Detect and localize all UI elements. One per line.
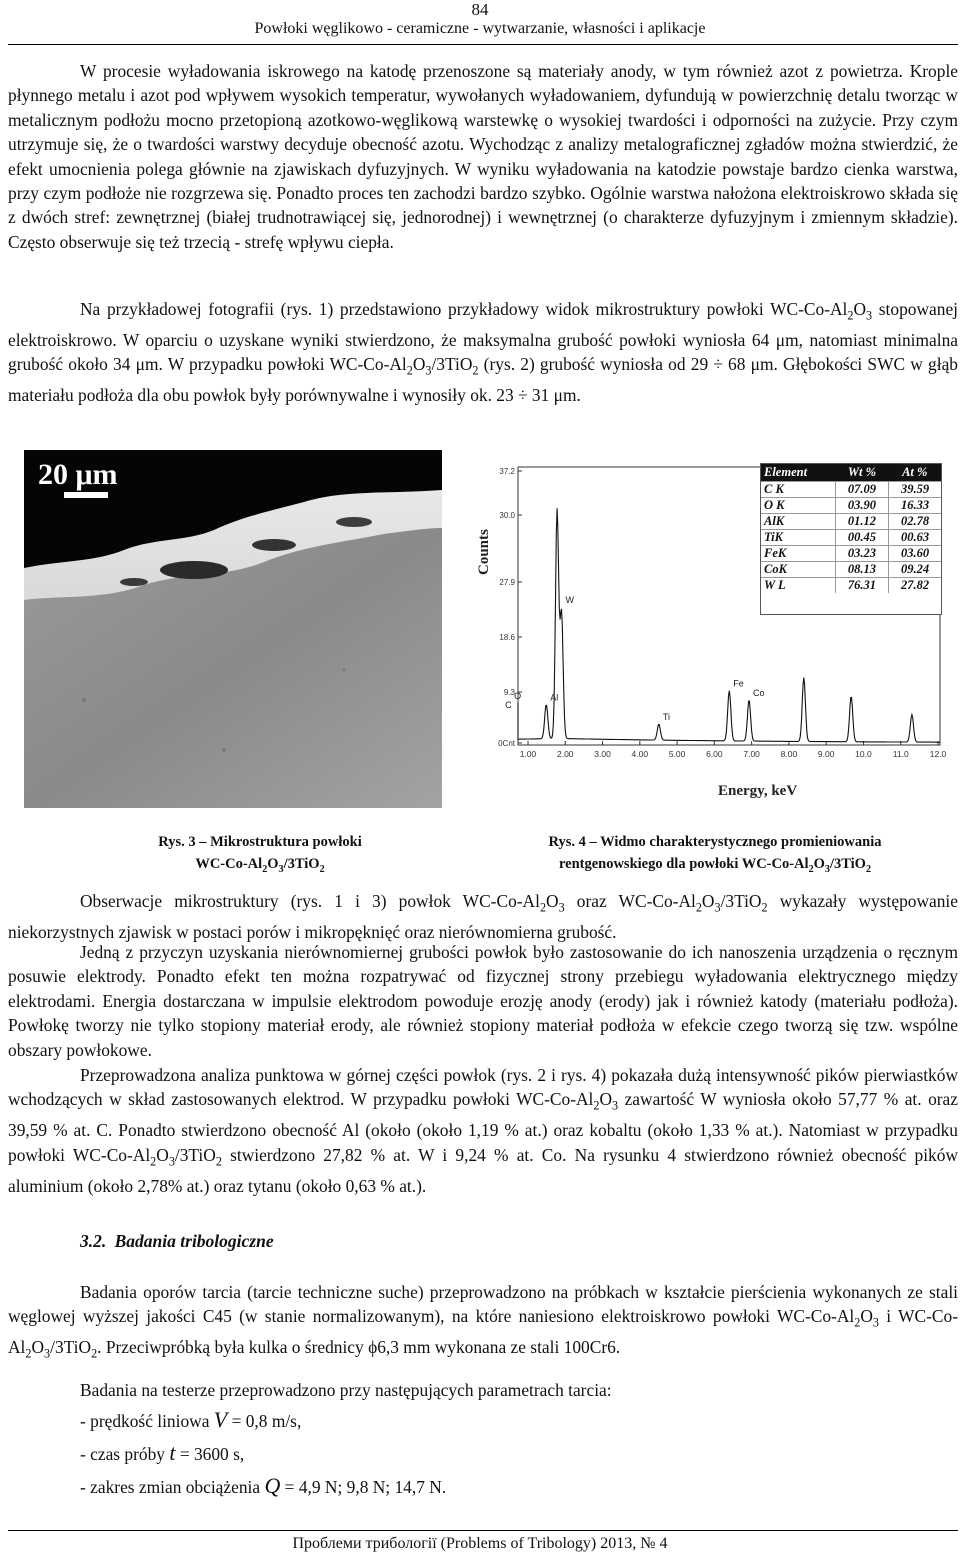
text-span: stwierdzono 27,82 % at. W i 9,24 % at. Co. Na rysunku 4 stwierdzono również obecność pików aluminium (około 2,78% at.) oraz tytanu (około 0,63 % at.). — [8, 1144, 958, 1196]
table-cell: W L — [761, 578, 835, 594]
parameter-item — [80, 1404, 446, 1437]
subscript: 3 — [866, 308, 873, 323]
section-title: Badania tribologiczne — [114, 1231, 274, 1251]
subscript: 2 — [319, 863, 325, 875]
subscript: 2 — [262, 863, 268, 875]
text-span: = 3600 s, — [175, 1444, 245, 1464]
table-row — [761, 562, 941, 578]
figure4-caption — [480, 831, 950, 881]
text-span: . Przeciwpróbką była kulka o średnicy ϕ6,3 mm wykonana ze stali 100Cr6. — [97, 1337, 621, 1358]
subscript: 2 — [406, 363, 413, 378]
text-span: - czas próby — [80, 1444, 170, 1464]
subscript: 3 — [278, 863, 284, 875]
paragraph-analysis — [8, 1063, 958, 1198]
text-span: O — [267, 856, 279, 872]
text-span: /3TiO — [174, 1144, 216, 1165]
table-cell: 03.60 — [889, 546, 941, 562]
text-span: zawartość W wyniosła około 57,77 % at. oraz 39,59 % at. C. Ponadto stwierdzono obecność Al (około (około 1,19 % at.) oraz kobaltu (około 1,33 % at.). Natomiast w przypadku powłoki WC-Co-Al — [8, 1089, 958, 1165]
table-cell: 01.12 — [835, 514, 888, 530]
footer: Проблеми трибології (Problems of Tribology) 2013, № 4 — [292, 1535, 668, 1552]
subscript: 2 — [695, 900, 702, 915]
table-cell: 76.31 — [835, 578, 888, 594]
text-span: - prędkość liniowa — [80, 1411, 214, 1431]
running-title: Powłoki węglikowo - ceramiczne - wytwarzanie, własności i aplikacje — [254, 20, 706, 37]
subscript: 3 — [168, 1154, 175, 1169]
paragraph-cause-text: Jedną z przyczyn uzyskania nierównomiernej grubości powłok było zastosowanie do ich nanoszenia urządzenia o ręcznym posuwie elektrody. Ponadto efekt ten można rozpatrywać od fizycznej strony przebiegu wyładowania elektrycznego między elektrodami. Energia dostarczana w impulsie elektrodom powoduje erozję anody (erody) jak i również katody (materiału podłoża). Powłokę tworzy nie tylko stopiony materiał erody, ale również stopiony materiał podłoża w efekcie czego tworzą się tzw. wspólne obszary powłokowe. — [8, 942, 958, 1060]
peak-label: O — [514, 690, 522, 701]
table-row — [761, 514, 941, 530]
table-cell: 16.33 — [889, 498, 941, 514]
subscript: 2 — [865, 863, 872, 875]
text-span: (rys. 2) grubość wyniosła od 29 ÷ 68 μm. Głębokości SWC w głąb materiału podłoża dla obu powłok były porównywalne i wynosiły ok. 23 ÷ 31 μm. — [8, 354, 958, 406]
peak-label: Co — [753, 688, 765, 699]
table-cell: 07.09 — [835, 482, 888, 498]
parameter-item — [80, 1437, 446, 1470]
text-span: WC-Co-Al — [195, 856, 263, 872]
x-axis-label: Energy, keV — [718, 783, 798, 799]
text-span: O — [546, 891, 559, 911]
scale-bar — [64, 492, 108, 498]
y-tick-label: 27.9 — [499, 578, 515, 587]
subscript: 3 — [824, 863, 830, 875]
table-header: At % — [902, 465, 928, 479]
table-cell: 27.82 — [889, 578, 941, 594]
x-tick-label: 7.00 — [743, 749, 760, 759]
subscript: 2 — [472, 363, 479, 378]
x-tick-label: 11.0 — [892, 749, 909, 759]
subscript: 2 — [808, 863, 814, 875]
x-tick-label: 6.00 — [706, 749, 723, 759]
scale-bar-label: 20 μm — [38, 458, 118, 491]
paragraph-cause — [8, 940, 958, 1062]
header-rule — [8, 44, 958, 45]
subscript: 3 — [872, 1315, 879, 1330]
table-cell: 03.23 — [835, 546, 888, 562]
parameter-item — [80, 1470, 446, 1503]
figure3-caption — [60, 831, 460, 881]
microstructure-image — [24, 450, 442, 808]
text-span: Przeprowadzona analiza punktowa w górnej części powłok (rys. 2 i rys. 4) pokazała dużą intensywność pików pierwiastków wchodzących w skład zastosowanych elektrod. W przypadku powłoki WC-Co-Al — [8, 1065, 958, 1110]
parameters-intro — [8, 1378, 958, 1402]
caption-line — [60, 853, 460, 881]
text-span: Badania oporów tarcia (tarcie techniczne suche) przeprowadzono na próbkach w kształcie pierścienia wykonanych ze stali węglowej wyższej jakości C45 (w stanie normalizowanym), na które naniesiono elektroiskrowo powłoki WC-Co-Al — [8, 1282, 958, 1327]
subscript: 3 — [558, 900, 565, 915]
peak-label: Ti — [662, 712, 670, 723]
y-tick-label: 0Cnt — [498, 739, 515, 748]
table-cell: FeK — [761, 546, 835, 562]
text-span: Na przykładowej fotografii (rys. 1) przedstawiono przykładowy widok mikrostruktury powłoki WC-Co-Al — [80, 299, 848, 319]
x-tick-label: 5.00 — [668, 749, 686, 759]
table-cell: TiK — [761, 530, 835, 546]
paragraph-example — [8, 297, 958, 408]
subscript: 2 — [91, 1346, 98, 1361]
subscript: 2 — [25, 1346, 32, 1361]
text-span: /3TiO — [283, 856, 320, 872]
text-span: O — [813, 856, 825, 872]
table-header: Element — [764, 465, 808, 479]
subscript: 2 — [854, 1315, 861, 1330]
peak-label: W — [565, 594, 575, 605]
table-row — [761, 530, 941, 546]
text-span: Obserwacje mikrostruktury (rys. 1 i 3) powłok WC-Co-Al — [80, 891, 540, 911]
y-tick-label: 37.2 — [499, 467, 515, 476]
section-number: 3.2. — [80, 1231, 107, 1251]
parameters-intro-text: Badania na testerze przeprowadzono przy następujących parametrach tarcia: — [80, 1380, 612, 1400]
subscript: 2 — [539, 900, 547, 915]
table-row — [761, 578, 941, 594]
table-cell: 08.13 — [835, 562, 888, 578]
table-header: Wt % — [847, 465, 876, 479]
table-cell: 03.90 — [835, 498, 888, 514]
text-span: = 4,9 N; 9,8 N; 14,7 N. — [280, 1477, 447, 1497]
table-cell: 00.63 — [889, 530, 941, 546]
subscript: 2 — [593, 1098, 600, 1113]
x-tick-label: 10.0 — [855, 749, 872, 759]
paragraph-observations — [8, 889, 958, 944]
top-paragraph — [8, 59, 958, 254]
table-cell: 09.24 — [889, 562, 941, 578]
subscript: 2 — [215, 1154, 222, 1169]
peak-label: Fe — [733, 678, 744, 689]
x-tick-label: 3.00 — [594, 749, 611, 759]
x-tick-label: 2.00 — [556, 749, 574, 759]
x-tick-label: 8.00 — [780, 749, 798, 759]
table-row — [761, 546, 941, 562]
text-span: O — [701, 891, 715, 911]
text-span: O — [156, 1144, 169, 1165]
table-cell: C K — [761, 482, 835, 498]
x-tick-label: 12.0 — [929, 749, 947, 759]
subscript: 3 — [425, 363, 432, 378]
text-span: /3TiO — [720, 891, 762, 911]
text-span: wykazały występowanie niekorzystnych zjawisk w postaci porów i mikropęknięć oraz nierównomierna grubość. — [8, 891, 958, 942]
caption-line — [480, 853, 950, 881]
caption-line: Rys. 3 – Mikrostruktura powłoki — [158, 834, 362, 850]
subscript: 3 — [612, 1098, 619, 1113]
symbol: V — [213, 1407, 228, 1432]
symbol: t — [169, 1440, 176, 1465]
table-cell: O K — [761, 498, 835, 514]
text-span: /3TiO — [431, 354, 473, 375]
text-span: = 0,8 m/s, — [227, 1411, 302, 1431]
subscript: 3 — [44, 1346, 51, 1361]
x-tick-label: 4.00 — [631, 749, 649, 759]
table-row — [761, 482, 941, 498]
peak-label: Al — [550, 692, 559, 703]
y-tick-label: 18.6 — [499, 633, 515, 642]
text-span: O — [860, 1306, 873, 1327]
paragraph-tribology — [8, 1280, 958, 1366]
text-span: O — [412, 354, 426, 375]
y-tick-label: 30.0 — [499, 511, 515, 520]
text-span: /3TiO — [829, 856, 866, 872]
composition-table — [760, 463, 942, 615]
text-span: stopowanej elektroiskrowo. W oparciu o uzyskane wyniki stwierdzono, że maksymalna grubość powłoki wyniosła 64 μm, natomiast minimalna grubość około 34 μm. W przypadku powłoki WC-Co-Al — [8, 299, 958, 375]
symbol: Q — [264, 1473, 281, 1498]
text-span: O — [31, 1337, 45, 1358]
table-cell: 00.45 — [835, 530, 888, 546]
x-tick-label: 1.00 — [519, 749, 537, 759]
table-cell: AlK — [761, 514, 835, 530]
text-span: O — [853, 299, 867, 319]
text-span: i WC-Co-Al — [8, 1306, 958, 1358]
table-cell: 02.78 — [889, 514, 941, 530]
text-span: /3TiO — [50, 1337, 92, 1358]
footer-rule — [8, 1530, 958, 1531]
text-span: O — [599, 1089, 613, 1110]
eds-spectrum-figure — [476, 455, 947, 805]
section-heading — [80, 1231, 274, 1252]
text-span: oraz WC-Co-Al — [564, 891, 696, 911]
table-cell: CoK — [761, 562, 835, 578]
subscript: 2 — [847, 308, 854, 323]
caption-line: Rys. 4 – Widmo charakterystycznego promieniowania — [548, 834, 882, 850]
subscript: 2 — [150, 1154, 157, 1169]
subscript: 2 — [761, 900, 768, 915]
text-span: - zakres zmian obciążenia — [80, 1477, 265, 1497]
page-number: 84 — [471, 0, 489, 19]
subscript: 3 — [714, 900, 721, 915]
parameters-list — [80, 1404, 446, 1503]
x-tick-label: 9.00 — [817, 749, 835, 759]
top-paragraph-text: W procesie wyładowania iskrowego na katodę przenoszone są materiały anody, w tym również azot z powietrza. Krople płynnego metalu i azot pod wpływem wysokich temperatur, wywołanych wyładowaniem, dyfundują w powierzchnię detalu tworząc w metalicznym podłożu mocno przetopioną azotkowo-węglikową warstewkę o wysokiej twardości i odporności na zużycie. Przy czym utrzymuje się, że o twardości warstwy decyduje obecność azotu. Wychodząc z analizy metalograficznej zgładów można stwierdzić, że efekt umocnienia polega głównie na zjawiskach dyfuzyjnych. W wyniku wyładowania na katodzie powstaje bardzo cienka warstwa, przy czym podłoże nie rozgrzewa się. Ponadto proces ten zachodzi bardzo szybko. Ogólnie warstwa nałożona elektroiskrowo składa się z dwóch stref: zewnętrznej (białej trudnotrawiącej się, jednorodnej) i wewnętrznej (o charakterze dyfuzyjnym i zmiennym składzie). Często obserwuje się też trzecią - strefę wpływu ciepła. — [8, 61, 958, 252]
table-cell: 39.59 — [889, 482, 941, 498]
y-axis-label: Counts — [476, 529, 492, 575]
y-tick-label: 9.3 — [503, 688, 515, 697]
table-row — [761, 498, 941, 514]
peak-label: C — [505, 700, 512, 711]
text-span: rentgenowskiego dla powłoki WC-Co-Al — [558, 856, 809, 872]
